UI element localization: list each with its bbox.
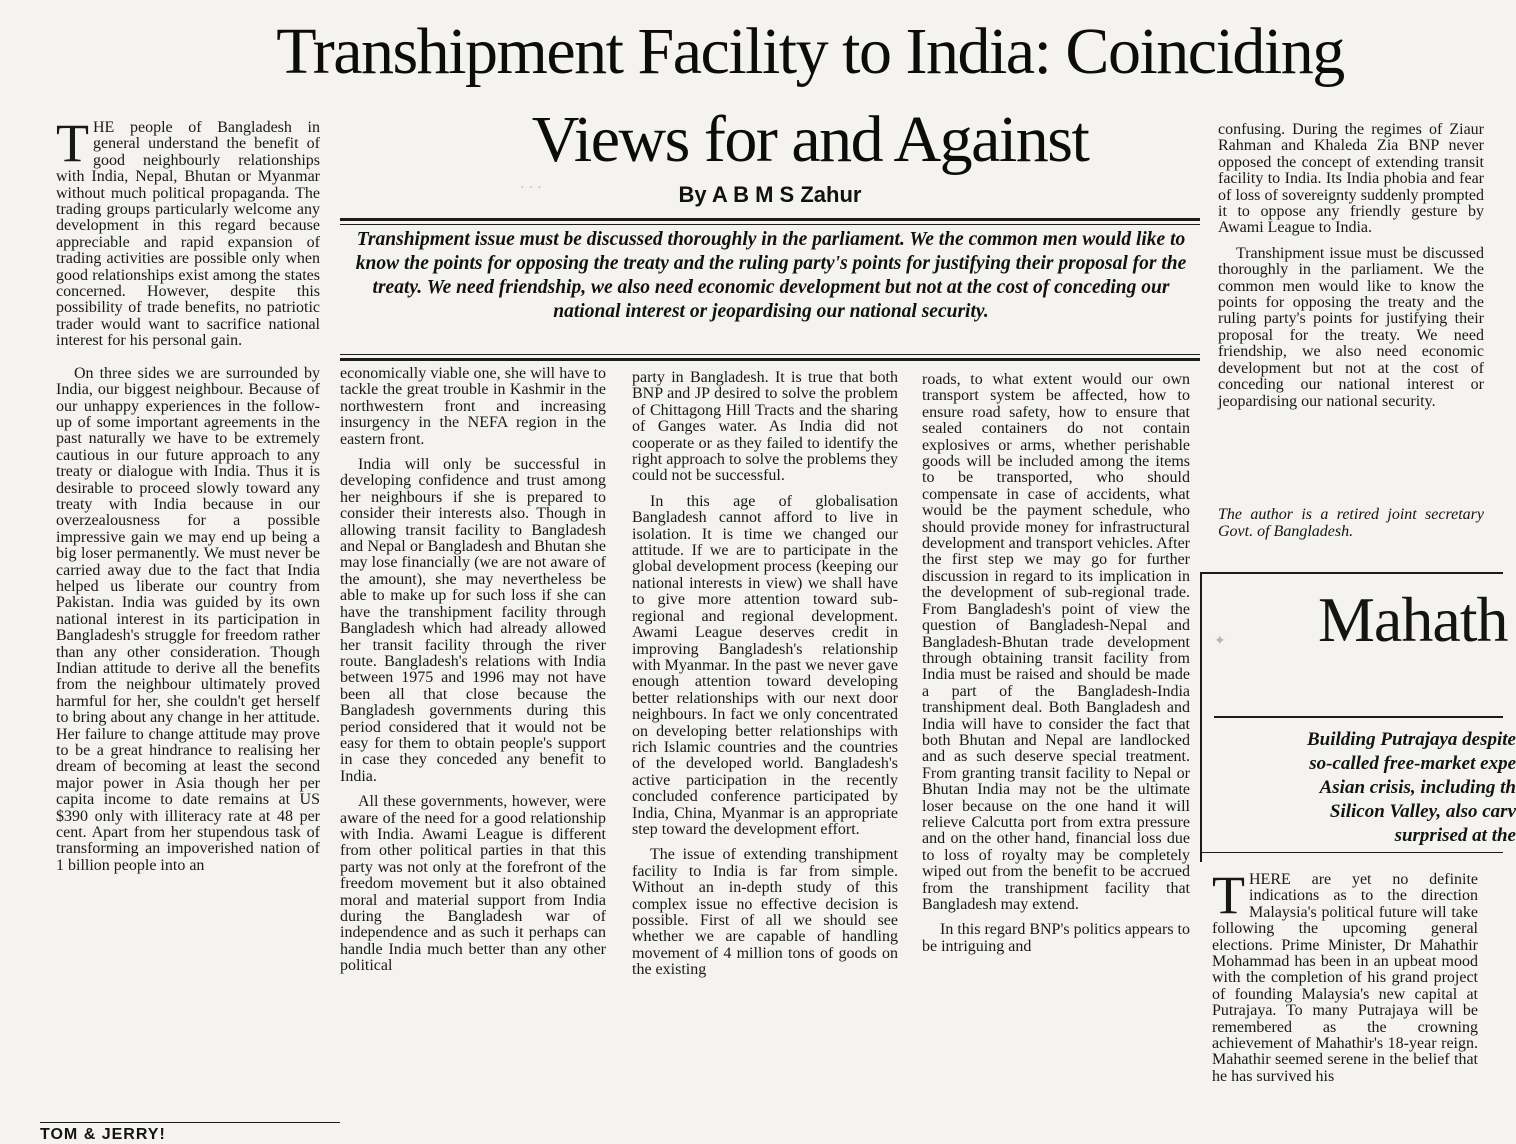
headline-line-2: Views for and Against xyxy=(531,103,1089,176)
ornament-mark: ✦ xyxy=(1214,632,1226,648)
column-1-paragraph-2: On three sides we are surrounded by India, our biggest neighbour. Because of our unhappy experiences in the follow-up of some important agreements in the past naturally we have to be extremely cautious in our future approach to any treaty or dialogue with India. Thus it is desirable to proceed slowly toward any treaty with India because in our overzealousness for a possible impressive gain we may end up being a big loser permanently. We must never be carried away due to the fact that India helped us liberate our country from Pakistan. India was guided by its own national interest in its participation in Bangladesh's struggle for freedom rather than any other consideration. Though Indian attitude to derive all the benefits from the neighbour ultimately proved harmful for her, she couldn't get herself to bring about any change in her attitude. Her failure to change attitude may prove to be a great hindrance to realising her dream of becoming at least the second major power in Asia though her per capita income to date remains at US $390 only with illiteracy rate at 48 per cent. Apart from her stupendous task of transforming an impoverished nation of 1 billion people into an xyxy=(56,364,320,874)
column-5-paragraph-2: Transhipment issue must be discussed thoroughly in the parliament. We the common men would like to know the points for opposing the treaty and the ruling party's points for justifying their proposal for the treaty. We need friendship, we also need economic development but not at the cost of conceding our national interest or jeopardising our national security. xyxy=(1218,244,1484,410)
side-drop-cap: T xyxy=(1212,865,1245,925)
side-box-left-rule xyxy=(1200,572,1202,862)
deck-bottom-rule-thin xyxy=(340,354,1200,355)
article-column-3 xyxy=(632,370,898,1130)
article-column-2 xyxy=(340,366,606,1130)
column-4-paragraph-2: In this regard BNP's politics appears to be intriguing and xyxy=(922,921,1190,955)
headline-line-1: Transhipment Facility to India: Coinciding xyxy=(276,15,1344,88)
author-note: The author is a retired joint secretary Govt. of Bangladesh. xyxy=(1218,506,1484,540)
comic-strip-title: TOM & JERRY! xyxy=(40,1126,166,1143)
deck-top-rule-thin xyxy=(340,224,1200,225)
side-deck-bottom-rule xyxy=(1200,852,1503,853)
column-2-paragraph-2: India will only be successful in developing confidence and trust among her neighbours if she is prepared to consider their interests also. Though in allowing transit facility to Bangladesh and Nepal or Bangladesh and Bhutan she may lose financially (we are not aware of the amount), she may nevertheless be able to make up for such loss if she can have the transhipment facility through Bangladesh which had already allowed her transit facility through the river route. Bangladesh's relations with India between 1975 and 1996 may not have been all that close because the Bangladesh governments during this period considered that it would not be easy for them to obtain people's support in case they conceded any benefit to India. xyxy=(340,456,606,785)
side-deck-rule xyxy=(1214,716,1503,718)
column-3-paragraph-2: In this age of globalisation Bangladesh cannot afford to live in isolation. It is time we changed our attitude. If we are to participate in the global development process (keeping our national interests in view) we shall have to give more attention toward sub-regional and regional development. Awami League deserves credit in improving Bangladesh's relationship with Myanmar. In the past we never gave enough attention toward developing better relationships with our next door neighbours. In fact we only concentrated on developing better relationships with rich Islamic countries and the countries of the developed world. Bangladesh's active participation in the recently concluded conference participated by India, China, Myanmar is an appropriate step toward the development effort. xyxy=(632,492,898,838)
column-1-paragraph-1: THE people of Bangladesh in general understand the benefit of good neighbourly relationships with India, Nepal, Bhutan or Myanmar without much political propaganda. The trading groups particularly welcome any development in this regard because appreciable and rapid expansion of trading activities are possible only when good relationships exist among the states concerned. However, despite this possibility of trade benefits, no patriotic trader would want to sacrifice national interest for his personal gain. xyxy=(56,113,320,350)
article-deck: Transhipment issue must be discussed thoroughly in the parliament. We the common men would like to know the points for opposing the treaty and the ruling party's points for justifying their proposal for the treaty. We need friendship, we also need economic development but not at the cost of conceding our national interest or jeopardising our national security. xyxy=(355,229,1187,322)
deck-top-rule xyxy=(340,218,1200,221)
side-article-headline: Mahath xyxy=(1318,584,1508,655)
column-2-paragraph-3: All these governments, however, were aware of the need for a good relationship with India. Awami League is different from other political parties in that this party was not only at the forefront of the freedom movement but it also obtained moral and material support from India during the Bangladesh war of independence and as such it perhaps can handle India much better than any other political xyxy=(340,793,606,975)
column-5-paragraph-1: confusing. During the regimes of Ziaur Rahman and Khaleda Zia BNP never opposed the concept of extending transit facility to India. Its India phobia and fear of loss of sovereignty suddenly prompted it to oppose any friendly gesture by Awami League to India. xyxy=(1218,121,1484,237)
column-3-paragraph-3: The issue of extending transhipment facility to India is far from simple. Without an in-depth study of this complex issue no effective decision is possible. First of all we should see whether we are capable of handling movement of 4 million tons of goods on the existing xyxy=(632,846,898,979)
byline: By A B M S Zahur xyxy=(678,182,862,207)
show-through-smudge: · · · xyxy=(520,178,542,194)
column-2-paragraph-1: economically viable one, she will have to tackle the great trouble in Kashmir in the northwestern front and increasing insurgency in the NEFA region in the eastern front. xyxy=(340,365,606,448)
side-box-top-rule xyxy=(1200,572,1503,574)
side-article-deck: Building Putrajaya despite so-called free-market expe Asian crisis, including th Silicon Valley, also carv surprised at the xyxy=(1306,729,1516,846)
column-3-paragraph-1: party in Bangladesh. It is true that both BNP and JP desired to solve the problem of Chittagong Hill Tracts and the sharing of Ganges water. As India did not cooperate or as they failed to identify the right approach to solve the problems they could not be successful. xyxy=(632,369,898,485)
article-column-4 xyxy=(922,372,1190,1130)
footer-rule xyxy=(40,1122,340,1123)
deck-bottom-rule xyxy=(340,358,1200,361)
article-column-5 xyxy=(1218,122,1484,512)
article-column-1 xyxy=(56,113,320,1130)
drop-cap: T xyxy=(56,113,89,173)
side-article-body: THERE are yet no definite indications as to the direction Malaysia's political future will take following the upcoming general elections. Prime Minister, Dr Mahathir Mohammad has been in an upbeat mood with the completion of his grand project of founding Malaysia's new capital at Putrajaya. To many Putrajaya will be remembered as the crowning achievement of Mahathir's 18-year reign. Mahathir seemed serene in the belief that he has survived his xyxy=(1212,865,1478,1085)
column-4-paragraph-1: roads, to what extent would our own transport system be affected, how to ensure road safety, how to ensure that sealed containers do not contain explosives or arms, whether perishable goods will be included among the items to be transported, who should compensate in case of accidents, what would be the payment schedule, who should provide money for infrastructural development and transport vehicles. After the first step we may go for further discussion in regard to its implication in the development of sub-regional trade. From Bangladesh's point of view the question of Bangladesh-Nepal and Bangladesh-Bhutan trade development through obtaining transit facility from India must be raised and should be made a part of the Bangladesh-India transhipment deal. Both Bangladesh and India will have to consider the fact that both Bhutan and Nepal are landlocked and as such deserve special treatment. From granting transit facility to Nepal or Bhutan India may not be the ultimate loser because on the one hand it will relieve Calcutta port from extra pressure and on the other hand, financial loss due to loss of royalty may be completely wiped out from the benefit to be accrued from the transhipment facility that Bangladesh may extend. xyxy=(922,371,1190,913)
